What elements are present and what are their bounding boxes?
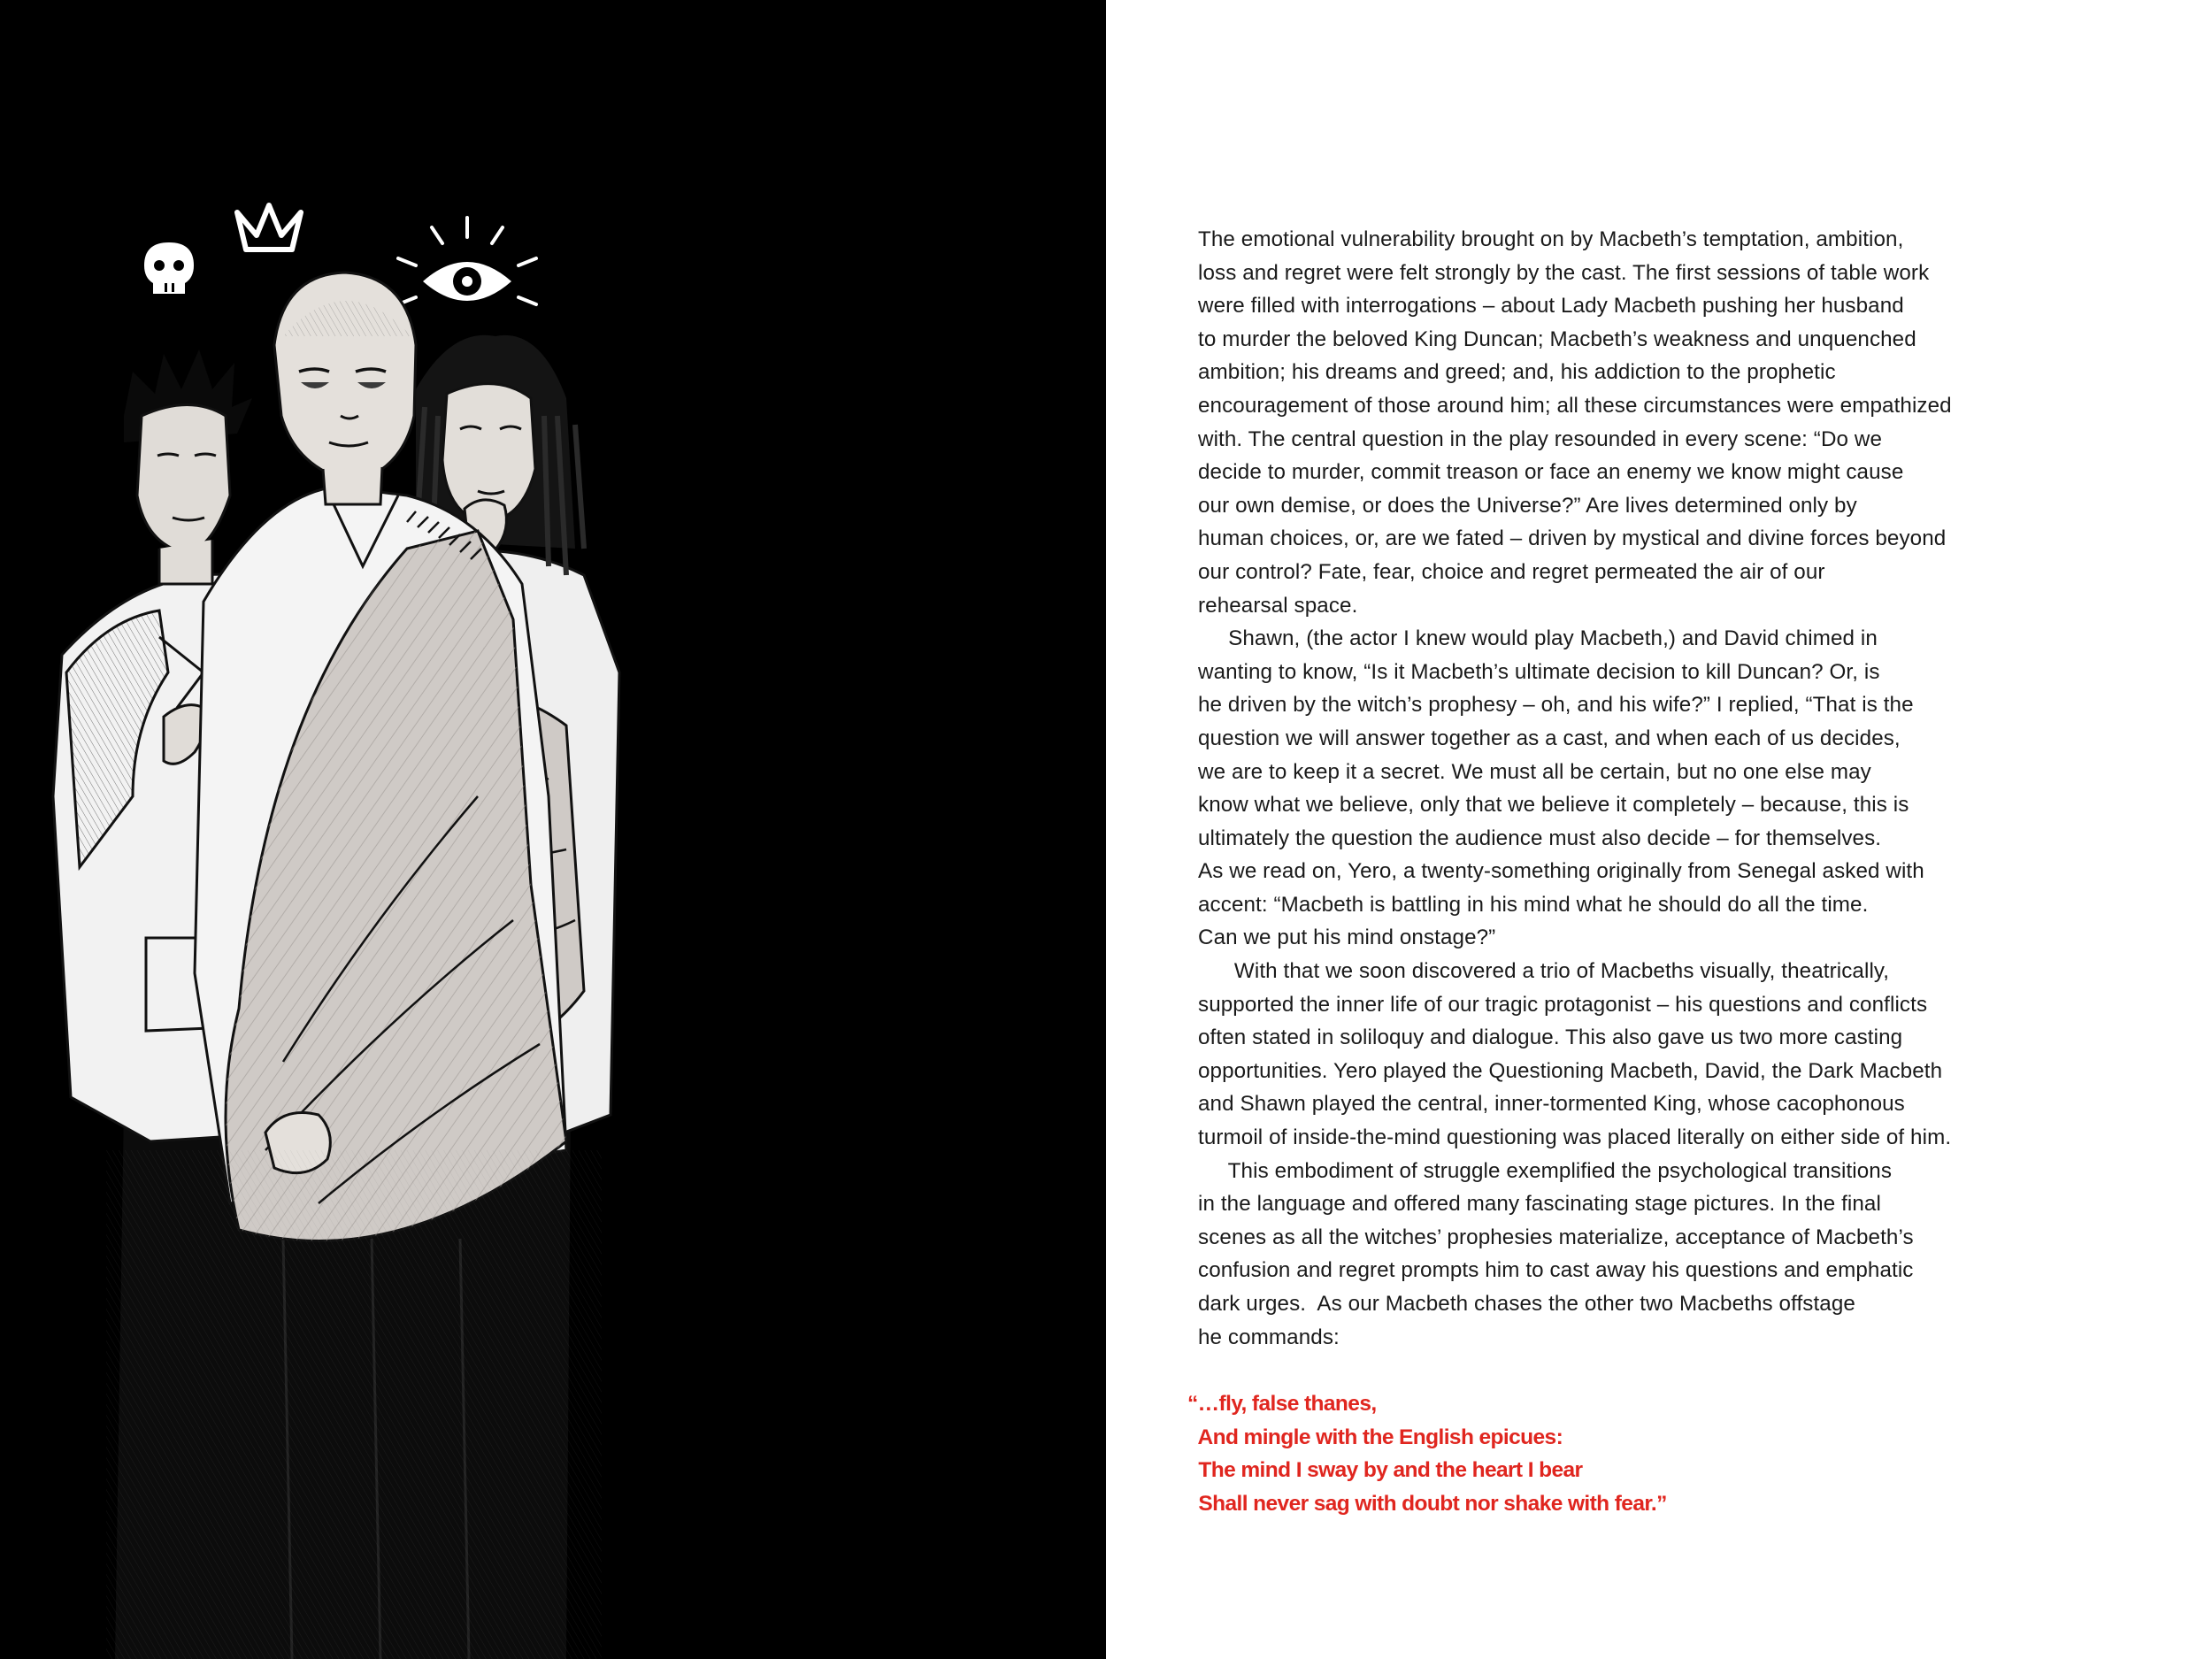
body-line: encouragement of those around him; all these circumstances were empathized <box>1198 393 1952 418</box>
body-line: scenes as all the witches’ prophesies materialize, acceptance of Macbeth’s <box>1198 1225 1914 1249</box>
body-line: Shawn, (the actor I knew would play Macbeth,) and David chimed in <box>1198 626 1878 651</box>
body-line: wanting to know, “Is it Macbeth’s ultimate decision to kill Duncan? Or, is <box>1198 659 1880 684</box>
quote-line: And mingle with the English epicues: <box>1187 1425 1563 1449</box>
quote-line: “…fly, false thanes, <box>1187 1392 1377 1416</box>
body-line: confusion and regret prompts him to cast away his questions and emphatic <box>1198 1258 1914 1283</box>
body-line: human choices, or, are we fated – driven by mystical and divine forces beyond <box>1198 526 1947 551</box>
skull-icon <box>144 242 194 294</box>
body-line: he commands: <box>1198 1325 1340 1349</box>
body-line: Can we put his mind onstage?” <box>1198 926 1496 950</box>
body-line: to murder the beloved King Duncan; Macbeth’s weakness and unquenched <box>1198 326 1916 351</box>
body-line: question we will answer together as a cast, and when each of us decides, <box>1198 726 1901 750</box>
body-line: rehearsal space. <box>1198 593 1358 618</box>
body-line: decide to murder, commit treason or face an enemy we know might cause <box>1198 460 1904 485</box>
body-line: in the language and offered many fascinating stage pictures. In the final <box>1198 1192 1881 1217</box>
body-line: accent: “Macbeth is battling in his mind what he should do all the time. <box>1198 892 1869 917</box>
body-line: he driven by the witch’s prophesy – oh, and his wife?” I replied, “That is the <box>1198 693 1914 718</box>
body-line: As we read on, Yero, a twenty-something originally from Senegal asked with <box>1198 859 1924 884</box>
body-line: dark urges. As our Macbeth chases the other two Macbeths offstage <box>1198 1292 1855 1316</box>
body-line: ultimately the question the audience must also decide – for themselves. <box>1198 826 1882 850</box>
body-line: our control? Fate, fear, choice and regret permeated the air of our <box>1198 559 1825 584</box>
crown-icon <box>237 205 301 250</box>
macbeth-quote <box>1187 1387 1984 1520</box>
body-line: know what we believe, only that we believe it completely – because, this is <box>1198 793 1909 818</box>
body-text <box>1198 223 1994 1354</box>
body-line: turmoil of inside-the-mind questioning was placed literally on either side of him. <box>1198 1125 1952 1150</box>
body-line: we are to keep it a secret. We must all be certain, but no one else may <box>1198 759 1871 784</box>
body-line: often stated in soliloquy and dialogue. This also gave us two more casting <box>1198 1025 1903 1050</box>
text-page <box>1106 0 2212 1659</box>
body-line: ambition; his dreams and greed; and, his addiction to the prophetic <box>1198 360 1836 385</box>
quote-line: Shall never sag with doubt nor shake with fear.” <box>1187 1491 1667 1516</box>
body-line: and Shawn played the central, inner-tormented King, whose cacophonous <box>1198 1092 1905 1117</box>
body-line: With that we soon discovered a trio of Macbeths visually, theatrically, <box>1198 959 1890 984</box>
body-line: with. The central question in the play resounded in every scene: “Do we <box>1198 426 1883 451</box>
body-line: supported the inner life of our tragic protagonist – his questions and conflicts <box>1198 992 1928 1017</box>
body-line: were filled with interrogations – about Lady Macbeth pushing her husband <box>1198 294 1904 319</box>
body-line: our own demise, or does the Universe?” Are lives determined only by <box>1198 493 1857 518</box>
body-line: This embodiment of struggle exemplified the psychological transitions <box>1198 1158 1893 1183</box>
body-line: opportunities. Yero played the Questioning Macbeth, David, the Dark Macbeth <box>1198 1058 1943 1083</box>
quote-line: The mind I sway by and the heart I bear <box>1187 1458 1583 1483</box>
body-line: loss and regret were felt strongly by the cast. The first sessions of table work <box>1198 260 1930 285</box>
body-line: The emotional vulnerability brought on by Macbeth’s temptation, ambition, <box>1198 227 1904 251</box>
pants-texture <box>106 1150 602 1659</box>
eye-icon <box>398 218 536 304</box>
